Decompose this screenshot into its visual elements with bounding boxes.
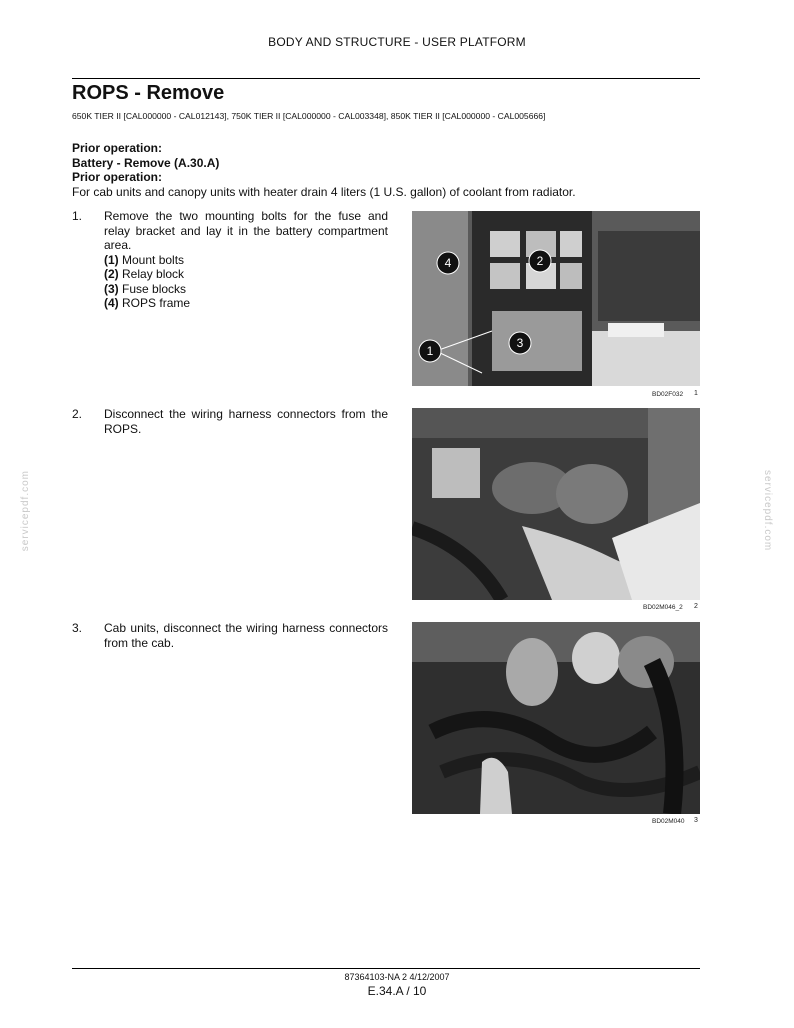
watermark-right: servicepdf.com xyxy=(762,470,773,552)
step-text: Remove the two mounting bolts for the fuse and relay bracket and lay it in the battery compartment area. xyxy=(104,209,388,252)
step-text: Disconnect the wiring harness connectors from the ROPS. xyxy=(104,407,388,436)
figure-number: 2 xyxy=(694,603,698,610)
figure-2-photo xyxy=(412,408,700,600)
figure-1-photo xyxy=(412,211,700,386)
legend-item: (1) Mount bolts xyxy=(104,252,185,267)
footer-rule xyxy=(72,968,700,969)
prior-op-1: Battery - Remove (A.30.A) xyxy=(72,155,220,170)
svg-text:4: 4 xyxy=(444,256,452,270)
prior-label-1: Prior operation: xyxy=(72,141,163,155)
footer-page-number: E.34.A / 10 xyxy=(367,984,427,998)
header-rule xyxy=(72,78,700,79)
step-1 xyxy=(72,209,388,311)
prior-operations xyxy=(72,141,700,199)
legend-item: (3) Fuse blocks xyxy=(104,281,187,296)
svg-text:1: 1 xyxy=(426,344,434,358)
step-number: 1. xyxy=(72,209,83,223)
page-header: BODY AND STRUCTURE - USER PLATFORM xyxy=(268,35,526,49)
step-number: 2. xyxy=(72,407,83,421)
legend-list xyxy=(104,253,388,311)
legend-item: (2) Relay block xyxy=(104,267,185,281)
figure-3-photo xyxy=(412,622,700,814)
prior-label-2: Prior operation: xyxy=(72,170,163,184)
footer-doc-id: 87364103-NA 2 4/12/2007 xyxy=(344,972,450,982)
step-2 xyxy=(72,407,388,436)
figure-number: 1 xyxy=(694,390,698,397)
figure-code: BD02M046_2 xyxy=(643,604,683,611)
applicability-line: 650K TIER II [CAL000000 - CAL012143], 750K TIER II [CAL000000 - CAL003348], 850K TIER II [CAL000000 - CAL005666] xyxy=(72,111,546,121)
svg-text:3: 3 xyxy=(516,336,524,350)
figure-code: BD02M040 xyxy=(652,818,685,825)
watermark-left: servicepdf.com xyxy=(20,470,31,552)
figure-number: 3 xyxy=(694,817,698,824)
legend-item: (4) ROPS frame xyxy=(104,296,191,310)
step-text: Cab units, disconnect the wiring harness connectors from the cab. xyxy=(104,621,388,650)
step-number: 3. xyxy=(72,621,83,635)
svg-text:2: 2 xyxy=(536,254,544,268)
figure-code: BD02F032 xyxy=(652,391,684,398)
prior-op-2: For cab units and canopy units with heater drain 4 liters (1 U.S. gallon) of coolant from radiator. xyxy=(72,184,576,199)
step-3 xyxy=(72,621,388,650)
page-title: ROPS - Remove xyxy=(72,82,225,104)
